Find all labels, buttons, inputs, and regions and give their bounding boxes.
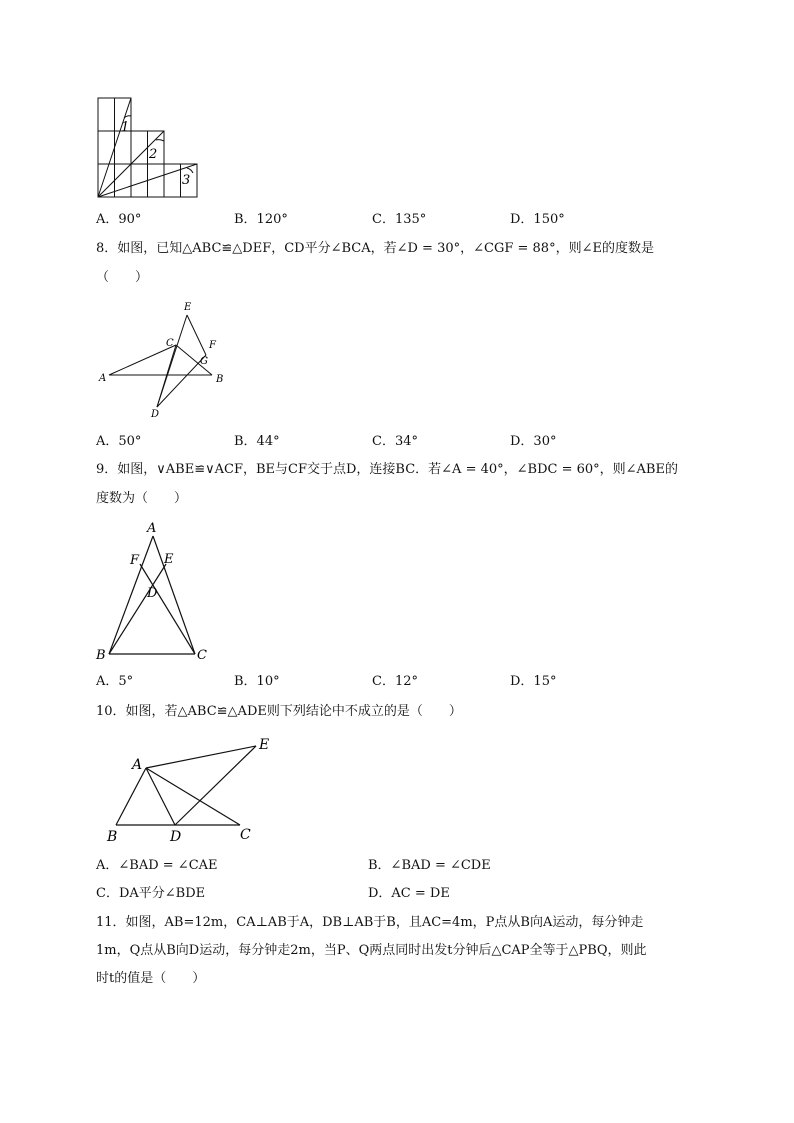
q8-label-e: E: [184, 302, 192, 313]
q11-stem-line1: 11．如图，AB=12m，CA⊥AB于A，DB⊥AB于B，且AC=4m，P点从B向A运动，每分钟走: [96, 915, 644, 930]
q11-stem-line2: 1m，Q点从B向D运动，每分钟走2m，当P、Q两点同时出发t分钟后△CAP全等于△PBQ，则此: [96, 943, 647, 958]
q8-label-d: D: [151, 409, 160, 420]
q10-option-c[interactable]: C．DA平分∠BDE: [96, 886, 206, 901]
q9-label-c: C: [197, 648, 207, 663]
q8-label-a: A: [99, 373, 107, 384]
q11-stem-line3: 时t的值是（ ）: [96, 971, 206, 986]
q8-option-d[interactable]: D．30°: [510, 434, 557, 449]
q8-label-f: F: [209, 340, 216, 351]
q8-option-c[interactable]: C．34°: [372, 434, 418, 449]
q8-label-b: B: [216, 374, 224, 385]
q10-label-a: A: [132, 757, 143, 773]
q10-stem-line1: 10．如图，若△ABC≌△ADE则下列结论中不成立的是（ ）: [96, 704, 462, 719]
q9-stem-line1: 9．如图，∨ABE≌∨ACF，BE与CF交于点D，连接BC．若∠A = 40°，∠BDC = 60°，则∠ABE的: [96, 462, 678, 477]
q10-label-b: B: [107, 829, 118, 845]
q8-label-c: C: [166, 338, 174, 349]
q9-label-d: D: [147, 586, 158, 601]
q7-label-3: 3: [182, 173, 191, 188]
q8-option-b[interactable]: B．44°: [234, 434, 280, 449]
q10-option-b[interactable]: B．∠BAD = ∠CDE: [368, 858, 491, 873]
q7-option-b[interactable]: B．120°: [234, 212, 288, 227]
q8-stem-line1: 8．如图，已知△ABC≌△DEF，CD平分∠BCA，若∠D = 30°，∠CGF = 88°，则∠E的度数是: [96, 241, 654, 256]
q8-label-g: G: [200, 356, 208, 367]
q9-option-b[interactable]: B．10°: [234, 674, 280, 689]
q9-option-c[interactable]: C．12°: [372, 674, 418, 689]
q9-label-f: F: [130, 553, 140, 568]
q9-option-a[interactable]: A．5°: [96, 674, 134, 689]
q9-label-b: B: [96, 648, 106, 663]
q7-label-2: 2: [149, 147, 158, 162]
q7-label-1: 1: [121, 120, 130, 135]
q7-option-d[interactable]: D．150°: [510, 212, 565, 227]
q9-label-e: E: [164, 552, 174, 567]
q9-stem-line2: 度数为（ ）: [96, 491, 188, 506]
q10-label-c: C: [240, 827, 251, 843]
q8-option-a[interactable]: A．50°: [96, 434, 142, 449]
q10-label-e: E: [259, 737, 270, 753]
q8-stem-line2: （ ）: [96, 270, 149, 285]
q9-label-a: A: [147, 521, 157, 536]
q10-label-d: D: [170, 829, 182, 845]
q10-option-a[interactable]: A．∠BAD = ∠CAE: [96, 858, 218, 873]
q9-option-d[interactable]: D．15°: [510, 674, 557, 689]
q7-option-c[interactable]: C．135°: [372, 212, 427, 227]
q10-option-d[interactable]: D．AC = DE: [368, 886, 450, 901]
q7-option-a[interactable]: A．90°: [96, 212, 142, 227]
